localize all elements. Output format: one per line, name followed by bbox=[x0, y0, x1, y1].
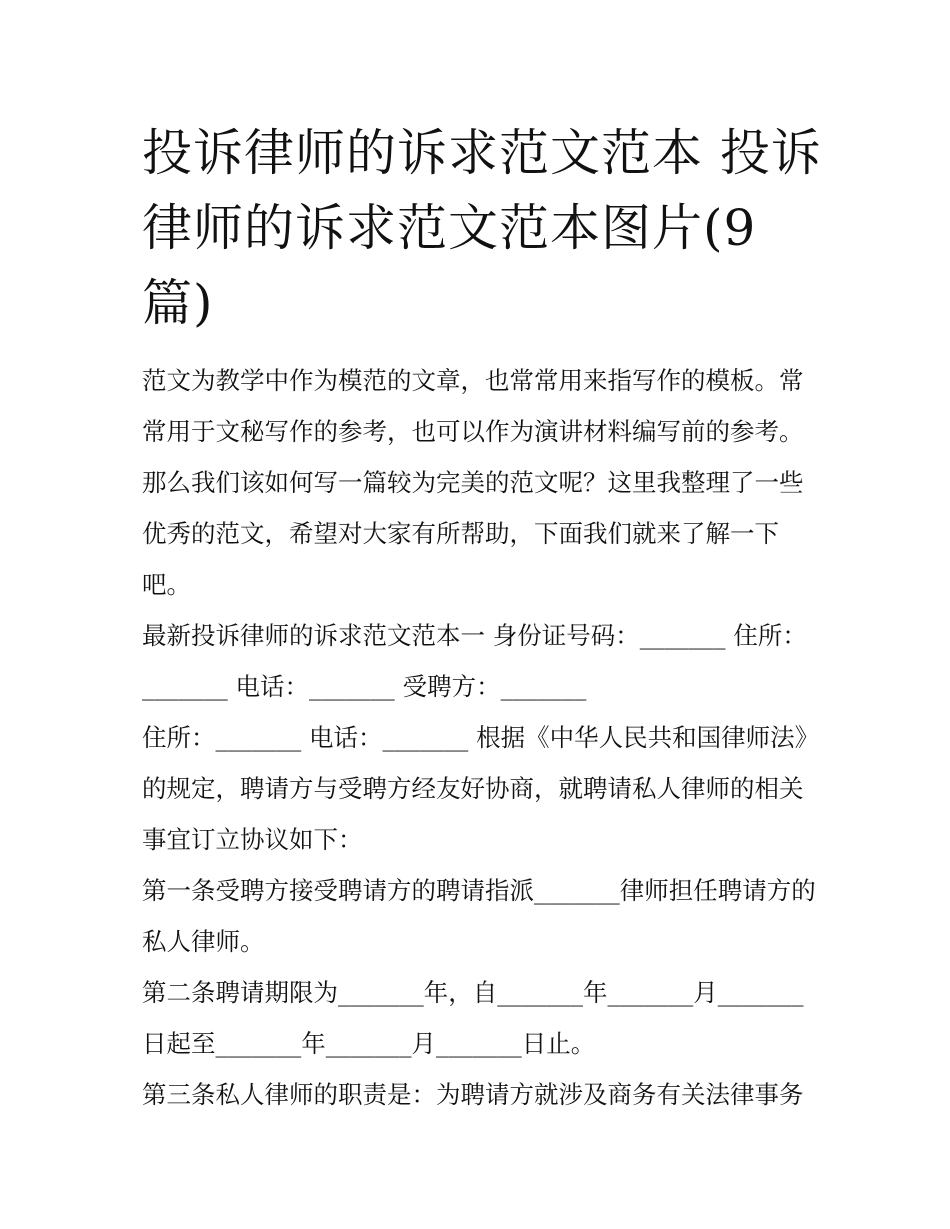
sample-one-heading-paragraph: 最新投诉律师的诉求范文范本一 身份证号码：_______ 住所：_______ 电话：_______ 受聘方：_______ bbox=[142, 621, 807, 701]
article-three-paragraph: 第三条私人律师的职责是：为聘请方就涉及商务有关法律事务 bbox=[142, 1080, 804, 1109]
intro-paragraph: 范文为教学中作为模范的文章，也常常用来指写作的模板。常常用于文秘写作的参考，也可以作为演讲材料编写前的参考。那么我们该如何写一篇较为完美的范文呢？这里我整理了一些优秀的范文，希望对大家有所帮助，下面我们就来了解一下吧。 bbox=[142, 366, 804, 599]
agreement-preamble-paragraph: 住所：_______ 电话：_______ 根据《中华人民共和国律师法》的规定，聘请方与受聘方经友好协商，就聘请私人律师的相关事宜订立协议如下： bbox=[142, 723, 807, 854]
article-one-paragraph: 第一条受聘方接受聘请方的聘请指派_______律师担任聘请方的私人律师。 bbox=[142, 876, 816, 956]
document-title: 投诉律师的诉求范文范本 投诉律师的诉求范文范本图片(9篇) bbox=[142, 124, 822, 332]
document-body bbox=[142, 355, 818, 1120]
article-two-paragraph: 第二条聘请期限为_______年，自_______年_______月_______日起至_______年_______月_______日止。 bbox=[142, 978, 804, 1058]
